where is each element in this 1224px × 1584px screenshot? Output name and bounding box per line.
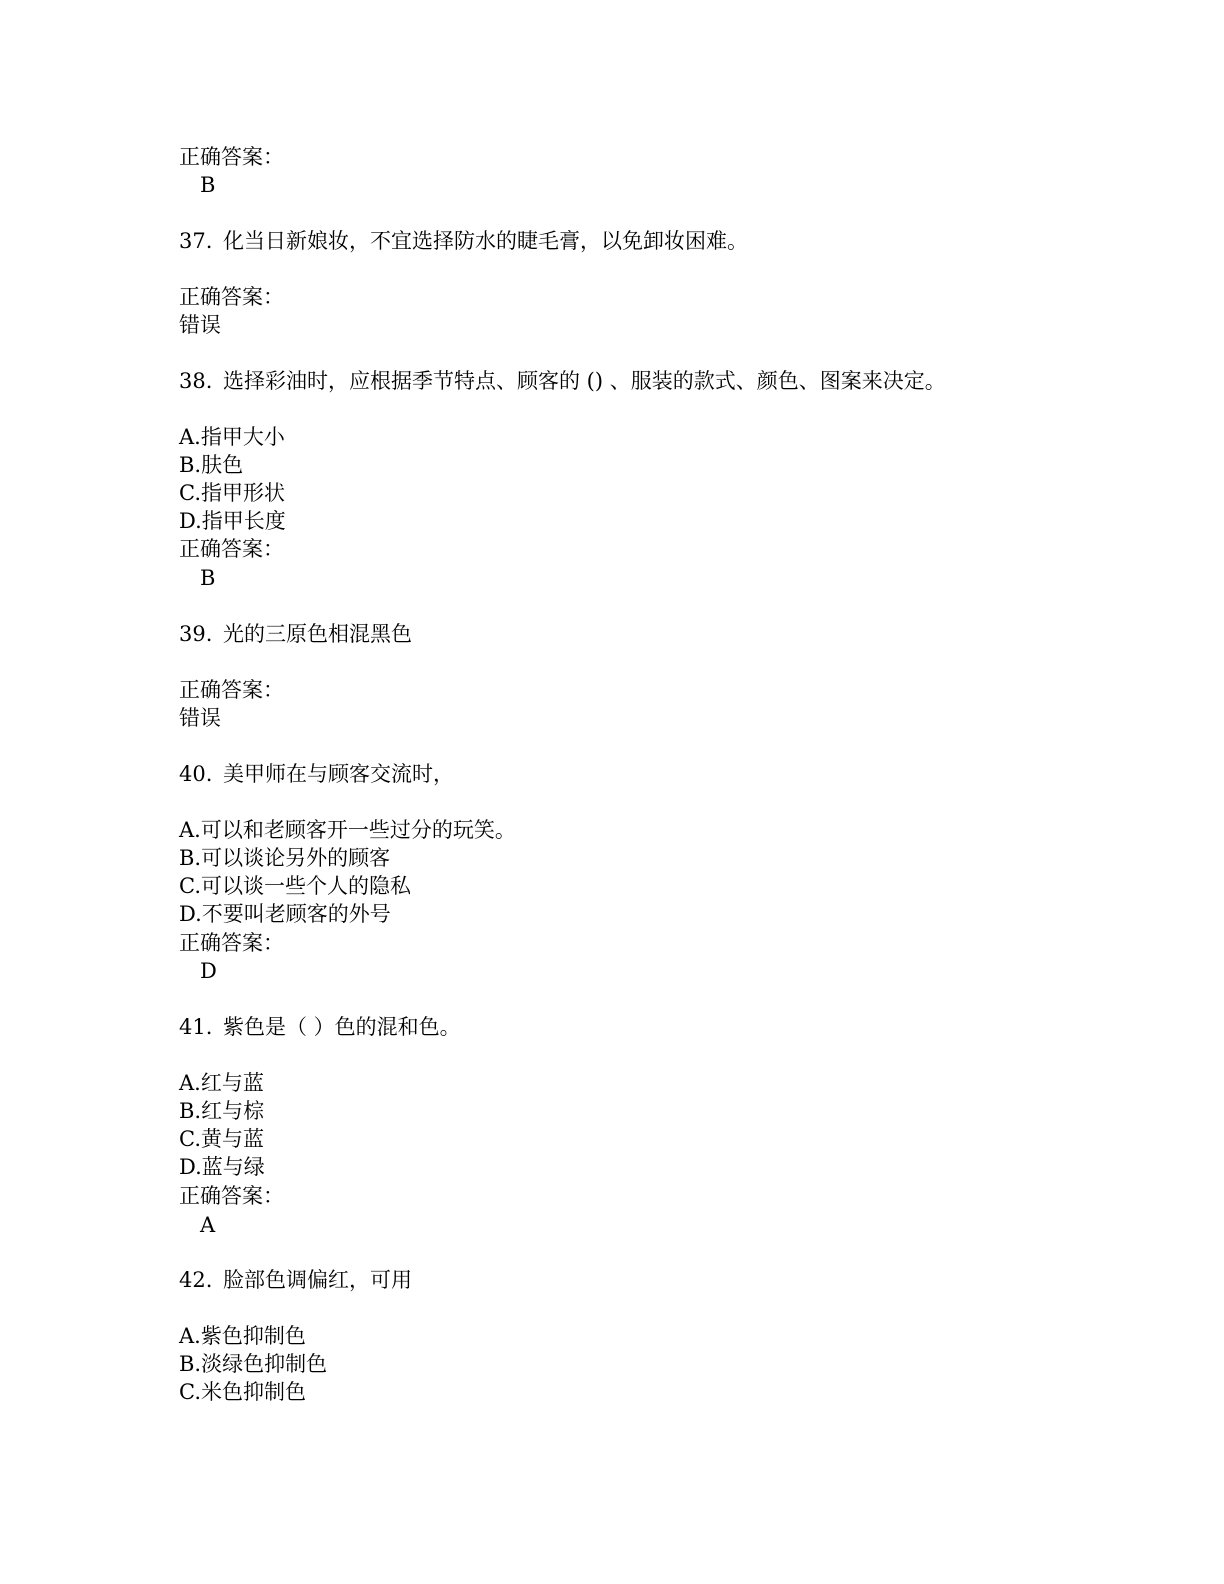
question-number: 39. (179, 622, 213, 646)
question-37 (179, 227, 748, 255)
answer-value: 错误 (179, 313, 221, 337)
question-text: 脸部色调偏红，可用 (223, 1268, 412, 1292)
question-text: 光的三原色相混黑色 (223, 622, 412, 646)
option-a: A.指甲大小 (179, 425, 285, 449)
option-c: C.黄与蓝 (179, 1127, 264, 1151)
answer-label: 正确答案： (179, 285, 284, 309)
question-number: 38. (179, 369, 213, 393)
answer-label: 正确答案： (179, 145, 284, 169)
question-text: 化当日新娘妆，不宜选择防水的睫毛膏，以免卸妆困难。 (223, 229, 748, 253)
option-a: A.紫色抑制色 (179, 1324, 306, 1348)
option-c: C.可以谈一些个人的隐私 (179, 874, 411, 898)
question-text: 美甲师在与顾客交流时， (223, 762, 454, 786)
answer-label: 正确答案： (179, 678, 284, 702)
answer-value: B (200, 566, 216, 590)
question-number: 37. (179, 229, 213, 253)
option-c: C.指甲形状 (179, 481, 285, 505)
option-b: B.可以谈论另外的顾客 (179, 846, 391, 870)
question-38 (179, 367, 946, 395)
answer-value: 错误 (179, 706, 221, 730)
question-40 (179, 760, 454, 788)
question-text: 选择彩油时，应根据季节特点、顾客的 () 、服装的款式、颜色、图案来决定。 (223, 369, 946, 393)
question-41 (179, 1013, 461, 1041)
option-a: A.可以和老顾客开一些过分的玩笑。 (179, 818, 516, 842)
answer-value: D (200, 959, 217, 983)
answer-label: 正确答案： (179, 931, 284, 955)
option-c: C.米色抑制色 (179, 1380, 306, 1404)
question-39 (179, 620, 412, 648)
option-d: D.蓝与绿 (179, 1155, 265, 1179)
option-b: B.肤色 (179, 453, 244, 477)
option-a: A.红与蓝 (179, 1071, 264, 1095)
question-number: 41. (179, 1015, 213, 1039)
option-d: D.不要叫老顾客的外号 (179, 902, 391, 926)
option-d: D.指甲长度 (179, 509, 286, 533)
question-number: 42. (179, 1268, 213, 1292)
answer-label: 正确答案： (179, 537, 284, 561)
question-42 (179, 1266, 412, 1294)
question-number: 40. (179, 762, 213, 786)
question-text: 紫色是（ ）色的混和色。 (223, 1015, 461, 1039)
answer-value: A (200, 1213, 216, 1237)
answer-label: 正确答案： (179, 1184, 284, 1208)
option-b: B.淡绿色抑制色 (179, 1352, 328, 1376)
answer-value: B (200, 173, 216, 197)
option-b: B.红与棕 (179, 1099, 265, 1123)
